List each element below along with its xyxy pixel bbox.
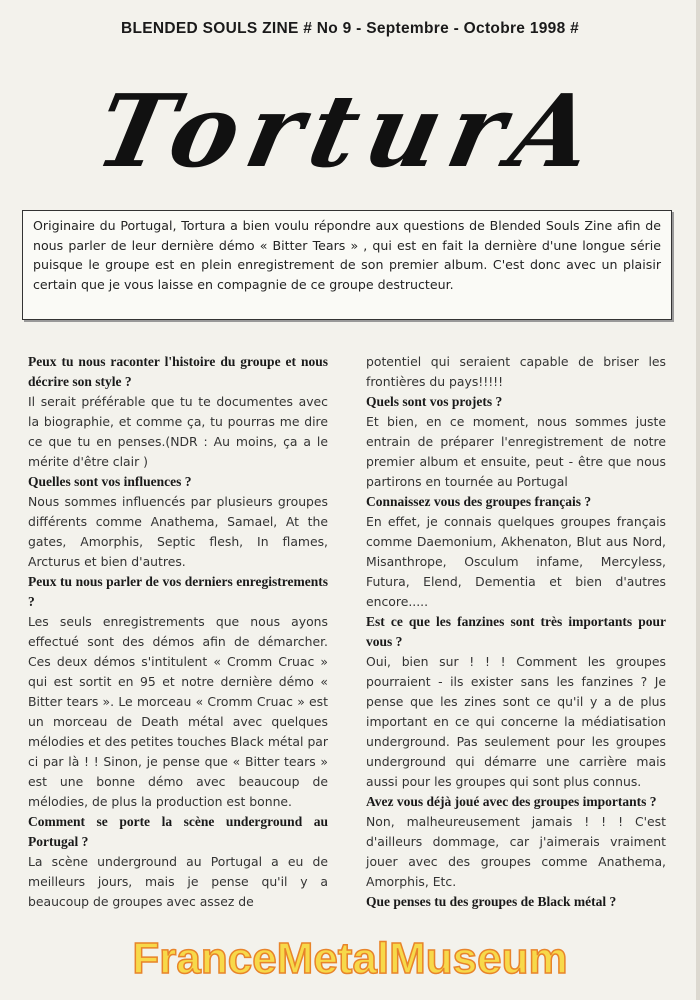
answer: potentiel qui seraient capable de briser les frontières du pays!!!!! (366, 354, 666, 389)
answer: En effet, je connais quelques groupes français comme Daemonium, Akhenaton, Blut aus Nord, Misanthrope, Osculum infame, Mercyless, Futura, Elend, Dementia et bien d'autres encore..... (366, 514, 666, 609)
question: Est ce que les fanzines sont très importants pour vous ? (366, 614, 666, 649)
question: Connaissez vous des groupes français ? (366, 494, 592, 509)
left-column (28, 352, 328, 912)
question: Comment se porte la scène underground au Portugal ? (28, 814, 328, 849)
intro-box: Originaire du Portugal, Tortura a bien voulu répondre aux questions de Blended Souls Zine afin de nous parler de leur dernière démo « Bitter Tears » , qui est en fait la dernière d'une longue série puisque le groupe est en plein enregistrement de son premier album. C'est donc avec un plaisir certain que je vous laisse en compagnie de ce groupe destructeur. (22, 210, 672, 320)
zine-header: BLENDED SOULS ZINE # No 9 - Septembre - Octobre 1998 # (120, 20, 580, 37)
question: Quelles sont vos influences ? (28, 474, 192, 489)
question: Que penses tu des groupes de Black métal ? (366, 894, 617, 909)
answer: La scène underground au Portugal a eu de meilleurs jours, mais je pense qu'il y a beaucoup de groupes avec assez de (28, 854, 328, 909)
answer: Oui, bien sur ! ! ! Comment les groupes pourraient - ils exister sans les fanzines ? Je pense que les zines sont ce qu'il y a de plus important en ce qui concerne la médiatisation underground. Pas seulement pour les groupes underground qui démarre une carrière mais aussi pour les groupes qui sont plus connus. (366, 654, 666, 789)
watermark: FranceMetalMuseum (132, 934, 568, 983)
question: Avez vous déjà joué avec des groupes importants ? (366, 794, 657, 809)
page-edge (696, 0, 700, 1000)
question: Quels sont vos projets ? (366, 394, 503, 409)
question: Peux tu nous parler de vos derniers enregistrements ? (28, 574, 328, 609)
band-logo: TorturA (86, 72, 614, 190)
answer: Nous sommes influencés par plusieurs groupes différents comme Anathema, Samael, At the gates, Amorphis, Septic flesh, In flames, Arcturus et bien d'autres. (28, 494, 328, 569)
answer: Et bien, en ce moment, nous sommes juste entrain de préparer l'enregistrement de notre premier album et ensuite, peut - être que nous partirons en tournée au Portugal (366, 414, 666, 489)
answer: Il serait préférable que tu te documentes avec la biographie, et comme ça, tu pourras me dire ce que tu en penses.(NDR : Au moins, ça a le mérite d'être clair ) (28, 394, 328, 469)
answer: Non, malheureusement jamais ! ! ! C'est d'ailleurs dommage, car j'aimerais vraiment jouer avec des groupes comme Anathema, Amorphis, Etc. (366, 814, 666, 889)
question: Peux tu nous raconter l'histoire du groupe et nous décrire son style ? (28, 354, 328, 389)
answer: Les seuls enregistrements que nous ayons effectué sont des démos afin de démarcher. Ces deux démos s'intitulent « Cromm Cruac » qui est sortit en 95 et notre dernière démo « Bitter tears ». Le morceau « Cromm Cruac » est un morceau de Death métal avec quelques mélodies et des petites touches Black métal par ci par là ! ! Sinon, je pense que « Bitter tears » est une bonne démo avec beaucoup de mélodies, de plus la production est bonne. (28, 614, 328, 809)
right-column (366, 352, 666, 912)
